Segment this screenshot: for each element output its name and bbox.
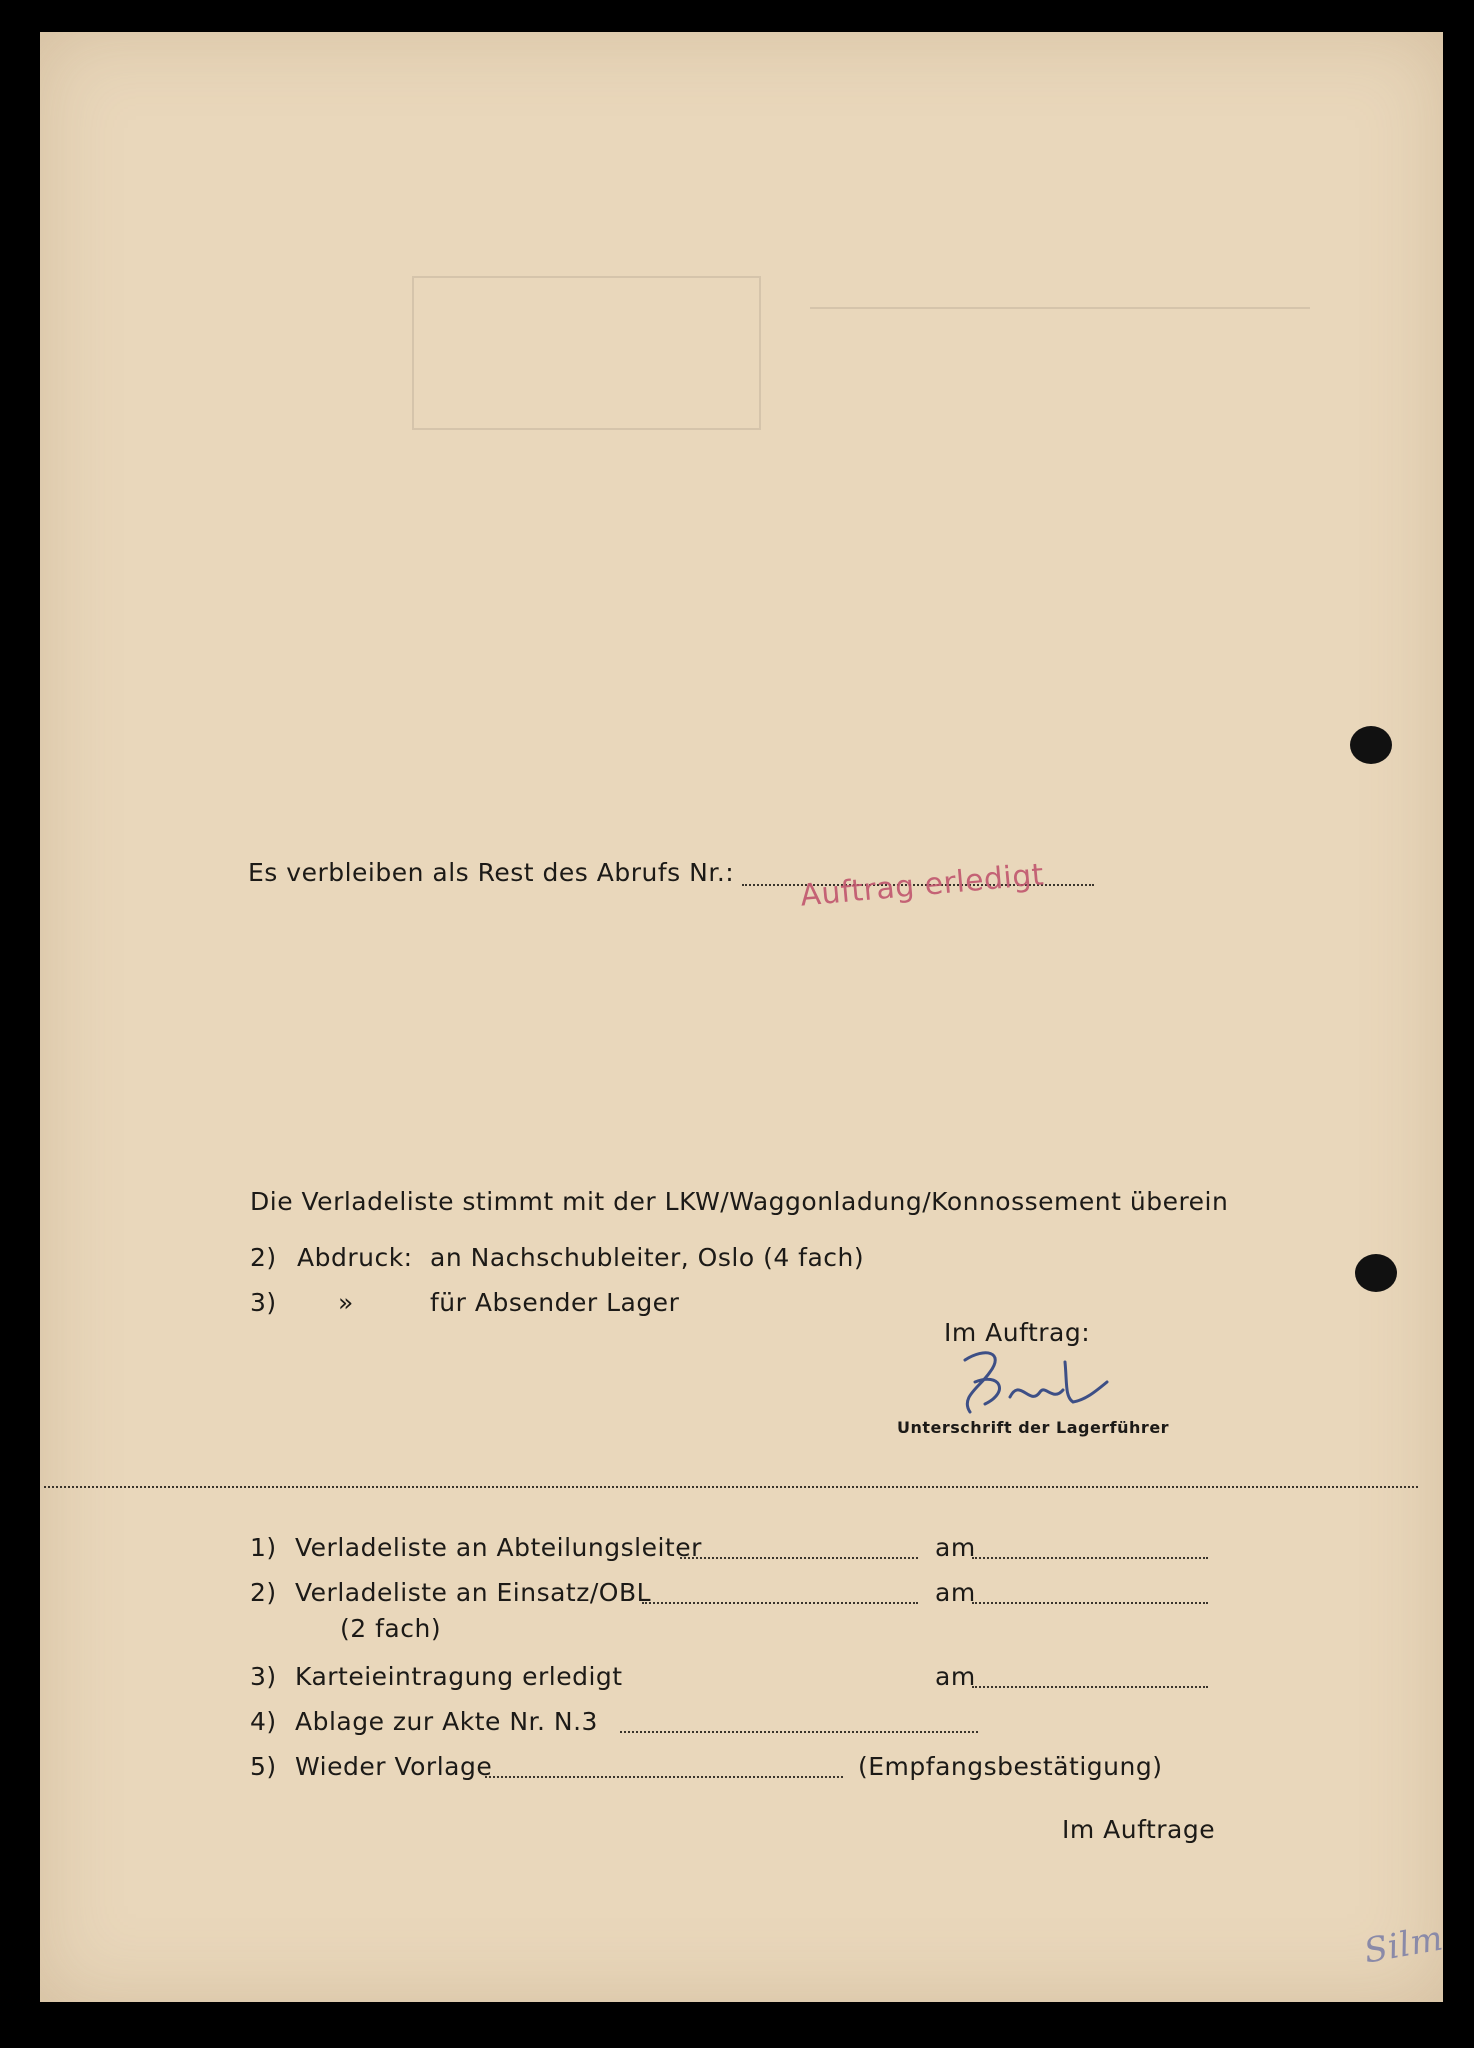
bleed-through-line	[810, 307, 1310, 309]
routing-text: Wieder Vorlage	[295, 1752, 493, 1781]
date-label: am	[935, 1578, 976, 1607]
rest-label: Es verbleiben als Rest des Abrufs Nr.:	[248, 858, 735, 887]
statement-text: Die Verladeliste stimmt mit der LKW/Waggonladung/Konnossement überein	[250, 1187, 1229, 1216]
copy-text: für Absender Lager	[430, 1288, 680, 1317]
punch-hole-top	[1350, 726, 1392, 764]
signature-caption: Unterschrift der Lagerführer	[897, 1418, 1170, 1437]
routing-field[interactable]	[680, 1557, 918, 1559]
margin-note: Silm	[1361, 1918, 1447, 1972]
date-field[interactable]	[972, 1686, 1208, 1688]
date-label: am	[935, 1533, 976, 1562]
routing-field[interactable]	[642, 1602, 918, 1604]
date-label: am	[935, 1662, 976, 1691]
closing-text: Im Auftrage	[1062, 1815, 1216, 1844]
routing-num: 4)	[250, 1707, 277, 1736]
routing-field[interactable]	[485, 1776, 843, 1778]
copy-label: »	[338, 1288, 354, 1317]
copy-label: Abdruck:	[297, 1243, 413, 1272]
routing-num: 3)	[250, 1662, 277, 1691]
routing-text: Verladeliste an Abteilungsleiter	[295, 1533, 702, 1562]
routing-num: 2)	[250, 1578, 277, 1607]
routing-text: Ablage zur Akte Nr. N.3	[295, 1707, 598, 1736]
routing-note: (Empfangsbestätigung)	[858, 1752, 1163, 1781]
copy-num: 3)	[250, 1288, 277, 1317]
im-auftrag-label: Im Auftrag:	[944, 1318, 1091, 1347]
routing-text: Karteieintragung erledigt	[295, 1662, 623, 1691]
routing-text: Verladeliste an Einsatz/OBL	[295, 1578, 652, 1607]
routing-num: 1)	[250, 1533, 277, 1562]
tear-off-line	[44, 1486, 1418, 1488]
copy-num: 2)	[250, 1243, 277, 1272]
date-field[interactable]	[972, 1602, 1208, 1604]
routing-field[interactable]	[620, 1731, 978, 1733]
copy-text: an Nachschubleiter, Oslo (4 fach)	[430, 1243, 865, 1272]
punch-hole-bottom	[1355, 1254, 1397, 1292]
routing-sub: (2 fach)	[340, 1614, 442, 1643]
bleed-through-box	[412, 276, 761, 430]
done-stamp: Auftrag erledigt	[798, 857, 1046, 914]
handwritten-signature	[935, 1342, 1125, 1422]
routing-num: 5)	[250, 1752, 277, 1781]
date-field[interactable]	[972, 1557, 1208, 1559]
